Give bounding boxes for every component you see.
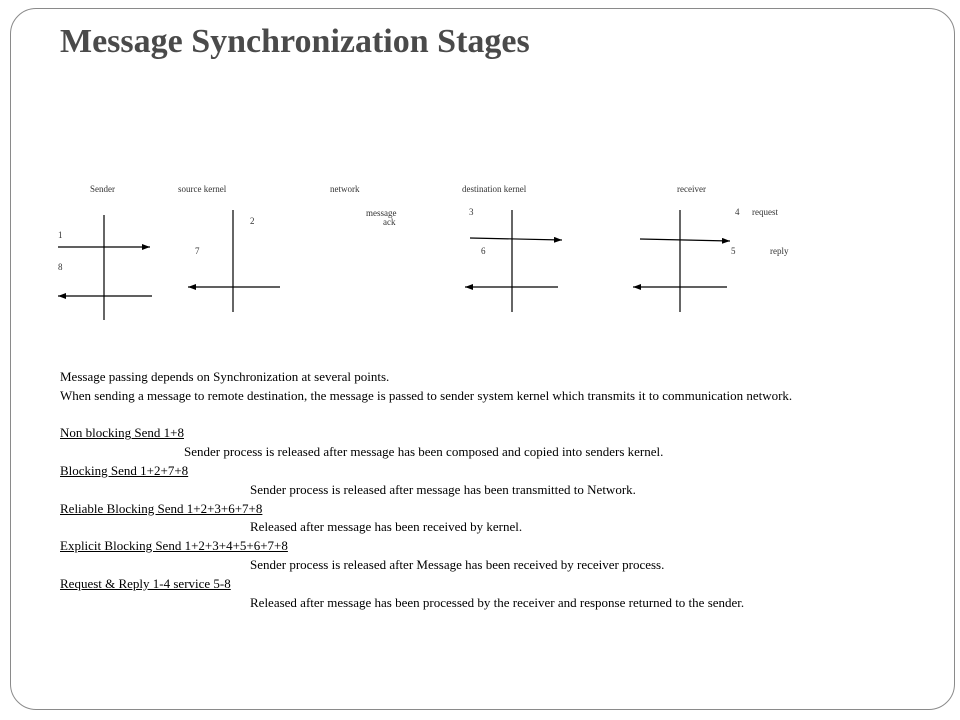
label-message: message xyxy=(366,208,397,218)
step-number-2: 2 xyxy=(250,216,255,226)
column-label-receiver: receiver xyxy=(677,184,706,194)
slide-title: Message Synchronization Stages xyxy=(60,23,530,60)
column-label-sender: Sender xyxy=(90,184,115,194)
desc-reliable-blocking-send: Released after message has been received by kernel. xyxy=(250,519,523,535)
step-number-8: 8 xyxy=(58,262,63,272)
step-number-1: 1 xyxy=(58,230,63,240)
step-number-4: 4 xyxy=(735,207,740,217)
step-number-6: 6 xyxy=(481,246,486,256)
intro-line-1: Message passing depends on Synchronization at several points. xyxy=(60,369,390,384)
desc-explicit-blocking-send: Sender process is released after Message has been received by receiver process. xyxy=(250,556,665,572)
column-label-source-kernel: source kernel xyxy=(178,184,227,194)
heading-explicit-blocking-send: Explicit Blocking Send 1+2+3+4+5+6+7+8 xyxy=(60,538,288,554)
heading-blocking-send: Blocking Send 1+2+7+8 xyxy=(60,462,189,478)
column-label-network: network xyxy=(330,184,360,194)
desc-non-blocking-send: Sender process is released after message has been composed and copied into senders kernel. xyxy=(184,444,664,460)
body-text xyxy=(60,368,930,612)
arrow-step-3 xyxy=(470,238,562,240)
step-number-5: 5 xyxy=(731,246,736,256)
label-request: request xyxy=(752,207,778,217)
column-label-destination-kernel: destination kernel xyxy=(462,184,527,194)
step-number-7: 7 xyxy=(195,246,200,256)
heading-non-blocking-send: Non blocking Send 1+8 xyxy=(60,425,184,441)
paragraph-gap xyxy=(60,406,930,425)
heading-request-reply: Request & Reply 1-4 service 5-8 xyxy=(60,575,231,591)
label-ack: ack xyxy=(383,217,396,227)
intro-line-2: When sending a message to remote destination, the message is passed to sender system kernel which transmits it to communication network. xyxy=(60,387,793,403)
heading-reliable-blocking-send: Reliable Blocking Send 1+2+3+6+7+8 xyxy=(60,500,263,516)
arrow-step-5 xyxy=(640,239,730,241)
label-reply: reply xyxy=(770,246,789,256)
desc-request-reply: Released after message has been processed by the receiver and response returned to the sender. xyxy=(250,594,745,610)
desc-blocking-send: Sender process is released after message has been transmitted to Network. xyxy=(250,481,636,497)
step-number-3: 3 xyxy=(469,207,474,217)
